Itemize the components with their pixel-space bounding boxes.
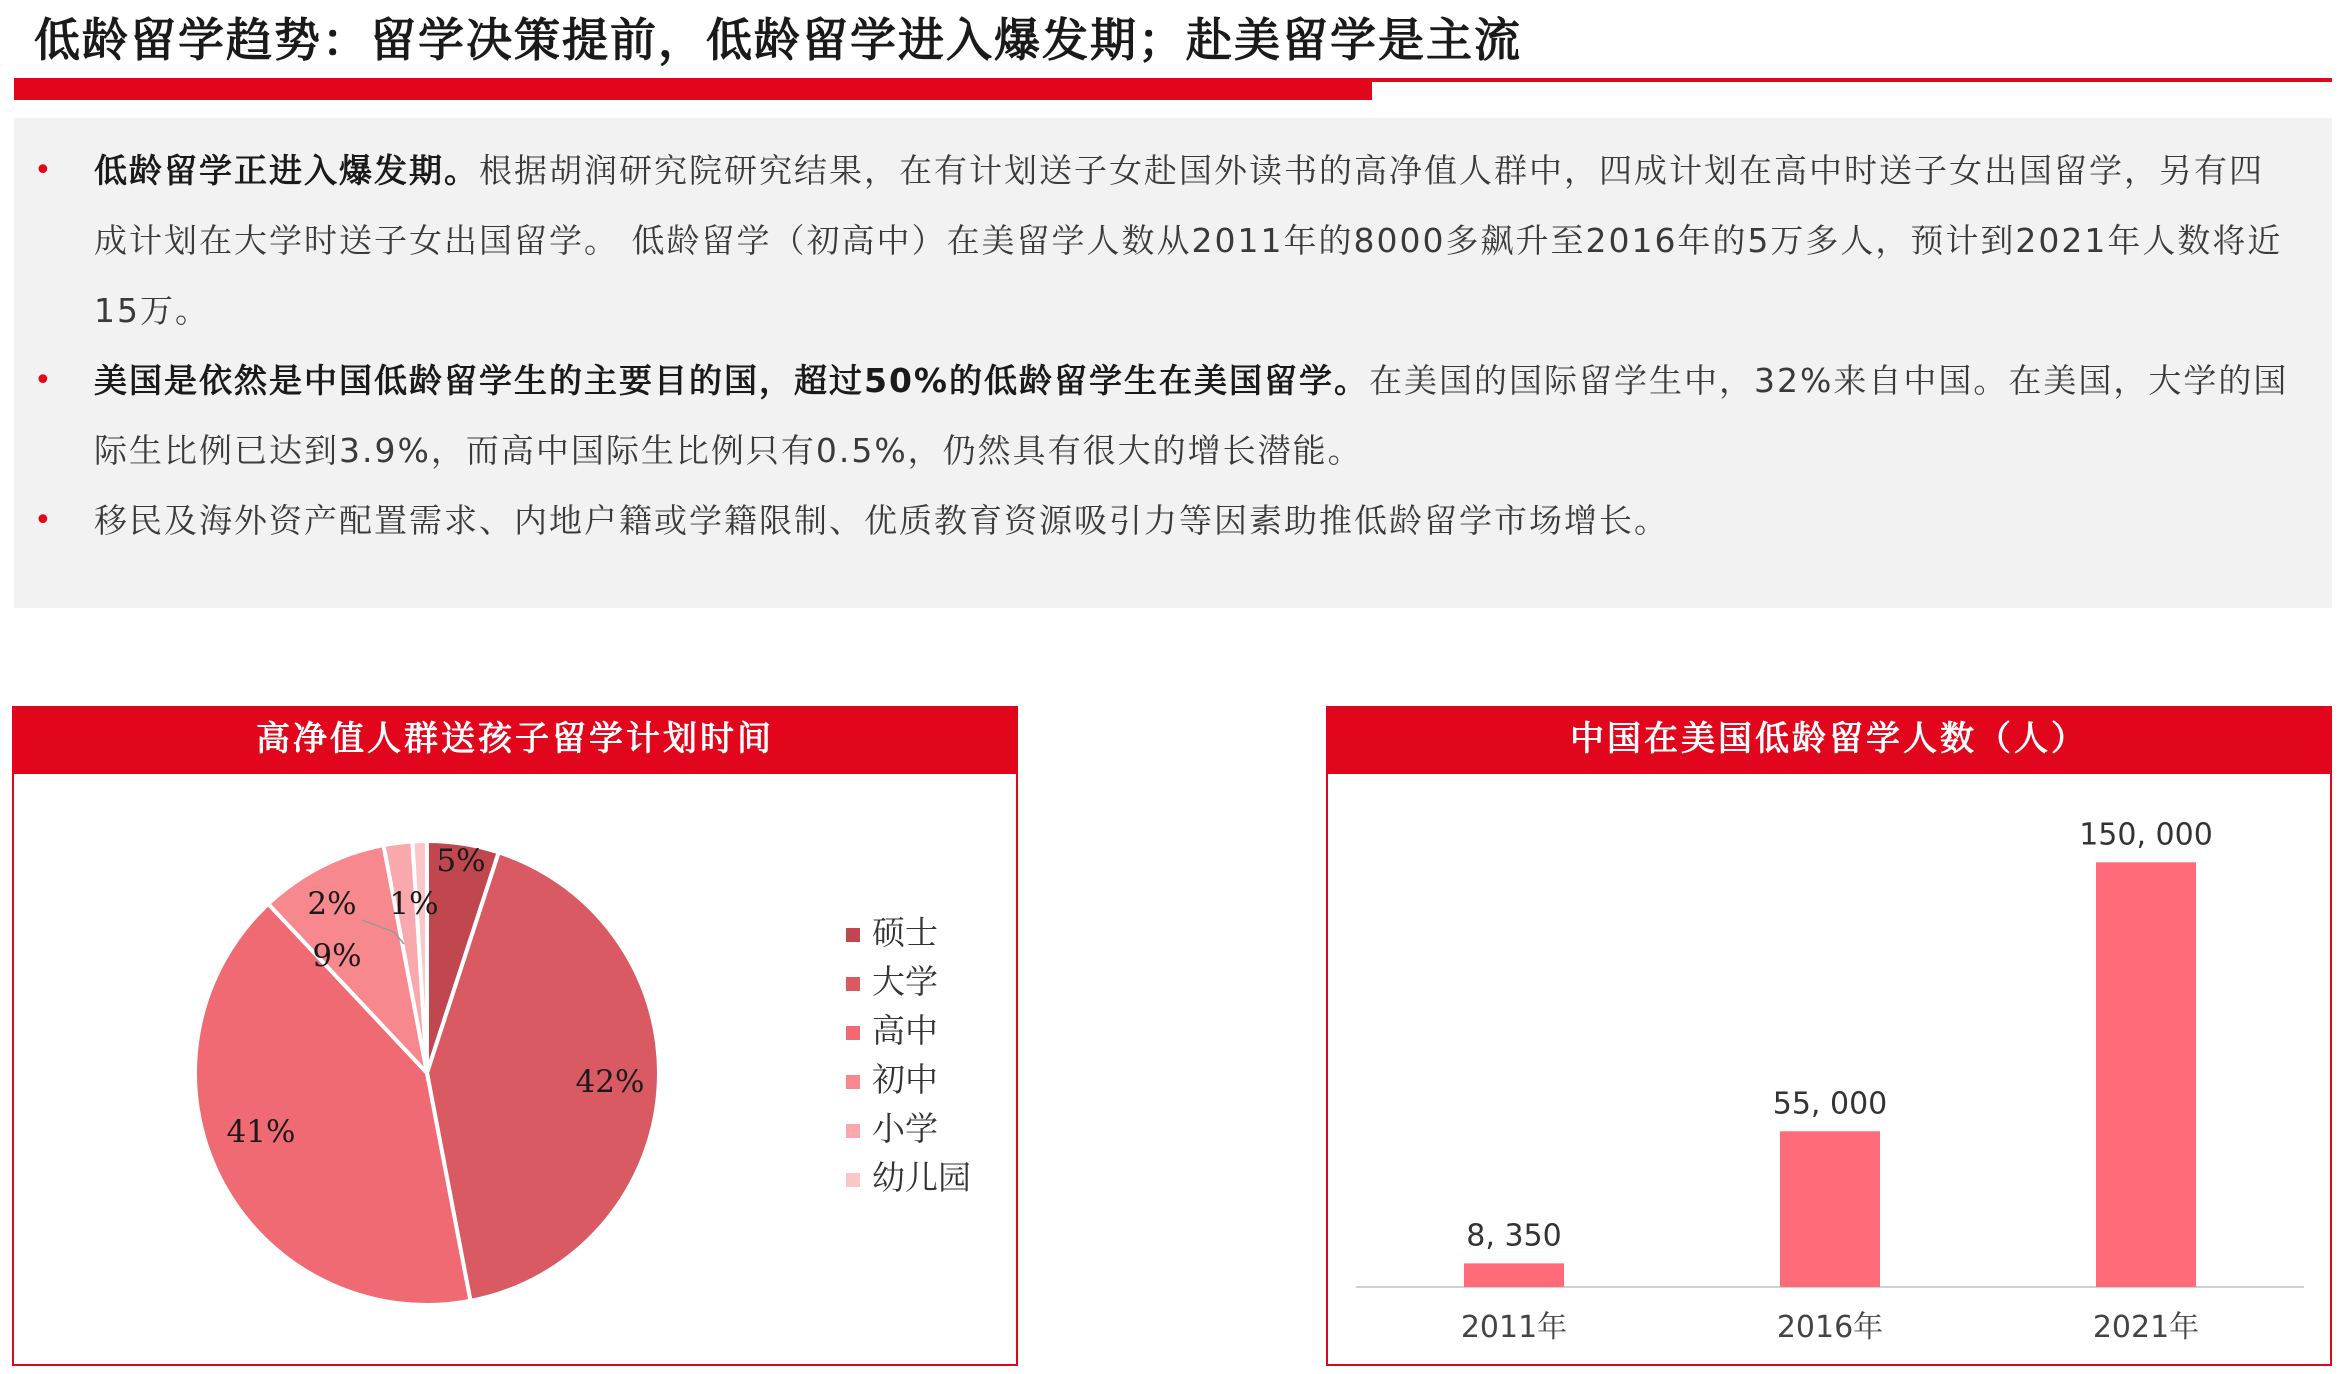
bullet-item-3 [34, 486, 2292, 556]
bar-value-label: 150, 000 [2079, 817, 2213, 853]
bullet-lead: 美国是依然是中国低龄留学生的主要目的国，超过50%的低龄留学生在美国留学。 [94, 361, 1369, 400]
pie-slice-label: 2% [307, 886, 357, 922]
legend-swatch [846, 1173, 860, 1187]
bar-value-label: 8, 350 [1466, 1218, 1562, 1254]
pie-slice-label: 9% [312, 938, 362, 974]
bullet-dot-icon: • [34, 503, 54, 538]
x-tick-label: 2021年 [2092, 1310, 2200, 1345]
legend-label: 幼儿园 [872, 1158, 971, 1197]
legend-swatch [846, 1026, 860, 1040]
pie-chart [14, 774, 1016, 1364]
bullet-text: 在美国的国际留学生中，32%来自中国。在美国，大学的国际生比例已达到3.9%，而高中国际生比例只有0.5%，仍然具有很大的增长潜能。 [94, 361, 2289, 470]
pie-chart-frame [12, 772, 1018, 1366]
pie-slice-label: 5% [436, 843, 486, 879]
bar [2096, 862, 2196, 1287]
bullet-text: 移民及海外资产配置需求、内地户籍或学籍限制、优质教育资源吸引力等因素助推低龄留学市场增长。 [94, 501, 1669, 540]
legend-swatch [846, 1075, 860, 1089]
bar-chart [1328, 774, 2330, 1364]
x-tick-label: 2016年 [1776, 1310, 1884, 1345]
legend-label: 初中 [872, 1060, 938, 1099]
pie-slice-label: 42% [575, 1064, 645, 1100]
legend-label: 小学 [872, 1109, 938, 1148]
pie-slice-label: 41% [226, 1114, 296, 1150]
legend-swatch [846, 1124, 860, 1138]
bar [1780, 1131, 1880, 1287]
legend-label: 大学 [872, 962, 938, 1001]
page-title: 低龄留学趋势：留学决策提前，低龄留学进入爆发期；赴美留学是主流 [34, 13, 1522, 67]
bar-chart-frame [1326, 772, 2332, 1366]
pie-chart-title: 高净值人群送孩子留学计划时间 [12, 706, 1018, 772]
bar-value-label: 55, 000 [1772, 1086, 1888, 1122]
legend-label: 高中 [872, 1011, 938, 1050]
title-accent-bar [14, 80, 1372, 100]
bullet-dot-icon: • [34, 363, 54, 398]
bullet-text: 根据胡润研究院研究结果，在有计划送子女赴国外读书的高净值人群中，四成计划在高中时送子女出国留学，另有四成计划在大学时送子女出国留学。 低龄留学（初高中）在美留学人数从2011年的8000多飙升至2016年的5万多人，预计到2021年人数将近15万。 [94, 151, 2283, 330]
bullet-panel [14, 118, 2332, 608]
pie-slice-label: 1% [389, 886, 439, 922]
x-tick-label: 2011年 [1460, 1310, 1568, 1345]
legend-swatch [846, 928, 860, 942]
bar [1464, 1263, 1564, 1287]
bullet-item-2 [34, 346, 2292, 486]
bar-chart-title: 中国在美国低龄留学人数（人） [1326, 706, 2332, 772]
bullet-dot-icon: • [34, 153, 54, 188]
bullet-item-1 [34, 136, 2292, 346]
legend-label: 硕士 [872, 913, 938, 952]
bullet-lead: 低龄留学正进入爆发期。 [94, 151, 479, 190]
legend-swatch [846, 977, 860, 991]
